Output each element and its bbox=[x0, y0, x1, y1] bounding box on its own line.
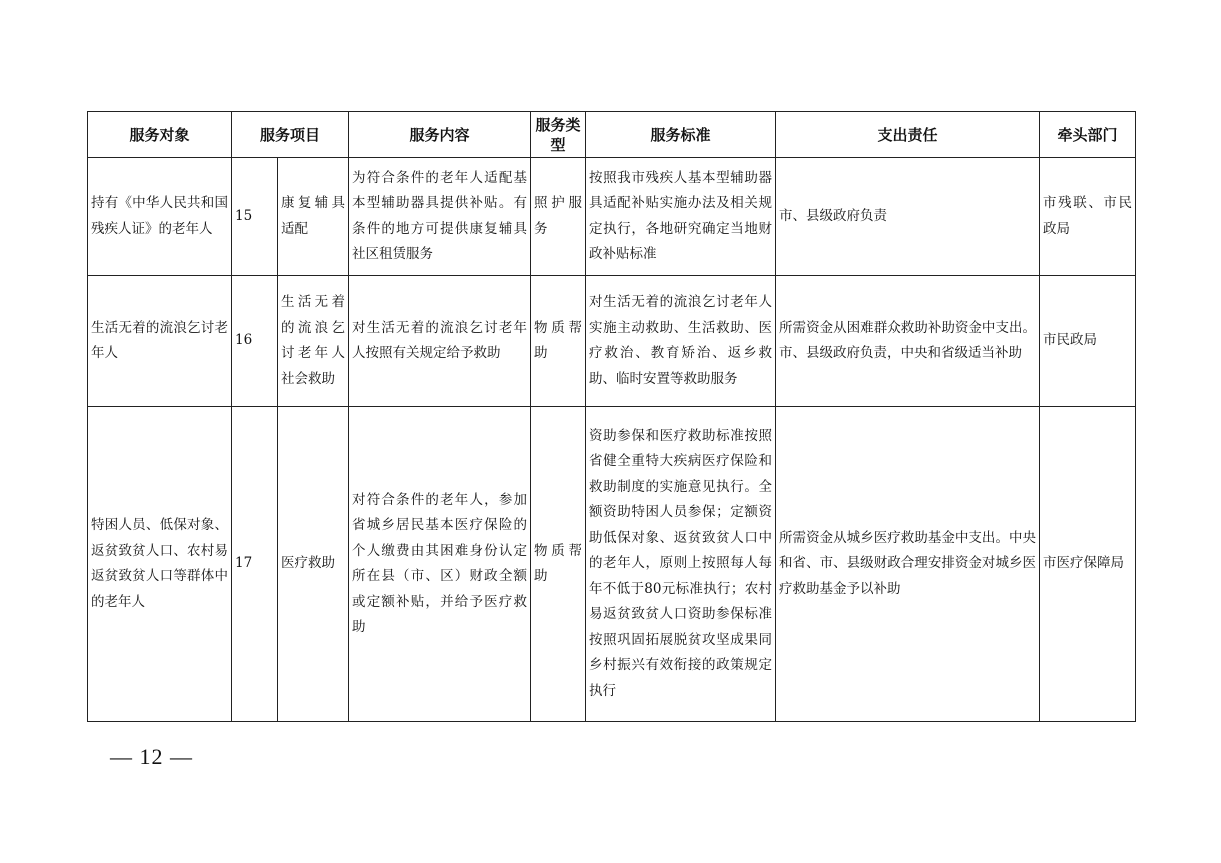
cell-target: 生活无着的流浪乞讨老年人 bbox=[88, 276, 232, 407]
cell-content: 对生活无着的流浪乞讨老年人按照有关规定给予救助 bbox=[349, 276, 531, 407]
header-standard: 服务标准 bbox=[586, 112, 776, 158]
header-target: 服务对象 bbox=[88, 112, 232, 158]
cell-item: 生活无着的流浪乞讨老年人社会救助 bbox=[278, 276, 349, 407]
cell-target: 特困人员、低保对象、返贫致贫人口、农村易返贫致贫人口等群体中的老年人 bbox=[88, 407, 232, 722]
cell-expense: 所需资金从城乡医疗救助基金中支出。中央和省、市、县级财政合理安排资金对城乡医疗救助基金予以补助 bbox=[776, 407, 1040, 722]
cell-type: 物质帮助 bbox=[531, 407, 586, 722]
header-dept: 牵头部门 bbox=[1040, 112, 1136, 158]
table-row bbox=[88, 158, 1136, 276]
cell-item: 康复辅具适配 bbox=[278, 158, 349, 276]
cell-expense: 所需资金从困难群众救助补助资金中支出。市、县级政府负责，中央和省级适当补助 bbox=[776, 276, 1040, 407]
cell-item: 医疗救助 bbox=[278, 407, 349, 722]
table-row bbox=[88, 276, 1136, 407]
cell-no: 17 bbox=[232, 407, 278, 722]
cell-no: 15 bbox=[232, 158, 278, 276]
cell-type: 照护服务 bbox=[531, 158, 586, 276]
cell-no: 16 bbox=[232, 276, 278, 407]
cell-dept: 市医疗保障局 bbox=[1040, 407, 1136, 722]
cell-target: 持有《中华人民共和国残疾人证》的老年人 bbox=[88, 158, 232, 276]
table-row bbox=[88, 407, 1136, 722]
cell-standard: 资助参保和医疗救助标准按照省健全重特大疾病医疗保险和救助制度的实施意见执行。全额资助特困人员参保；定额资助低保对象、返贫致贫人口中的老年人，原则上按照每人每年不低于80元标准执行；农村易返贫致贫人口资助参保标准按照巩固拓展脱贫攻坚成果同乡村振兴有效衔接的政策规定执行 bbox=[586, 407, 776, 722]
service-table bbox=[87, 111, 1136, 722]
cell-dept: 市民政局 bbox=[1040, 276, 1136, 407]
cell-expense: 市、县级政府负责 bbox=[776, 158, 1040, 276]
cell-standard: 对生活无着的流浪乞讨老年人实施主动救助、生活救助、医疗救治、教育矫治、返乡救助、临时安置等救助服务 bbox=[586, 276, 776, 407]
cell-type: 物质帮助 bbox=[531, 276, 586, 407]
page-number: — 12 — bbox=[110, 744, 193, 769]
cell-standard: 按照我市残疾人基本型辅助器具适配补贴实施办法及相关规定执行，各地研究确定当地财政补贴标准 bbox=[586, 158, 776, 276]
header-item: 服务项目 bbox=[232, 112, 349, 158]
cell-content: 对符合条件的老年人，参加省城乡居民基本医疗保险的个人缴费由其困难身份认定所在县（市、区）财政全额或定额补贴，并给予医疗救助 bbox=[349, 407, 531, 722]
header-row bbox=[88, 112, 1136, 158]
cell-content: 为符合条件的老年人适配基本型辅助器具提供补贴。有条件的地方可提供康复辅具社区租赁服务 bbox=[349, 158, 531, 276]
cell-dept: 市残联、市民政局 bbox=[1040, 158, 1136, 276]
header-type: 服务类型 bbox=[531, 112, 586, 158]
header-expense: 支出责任 bbox=[776, 112, 1040, 158]
header-content: 服务内容 bbox=[349, 112, 531, 158]
